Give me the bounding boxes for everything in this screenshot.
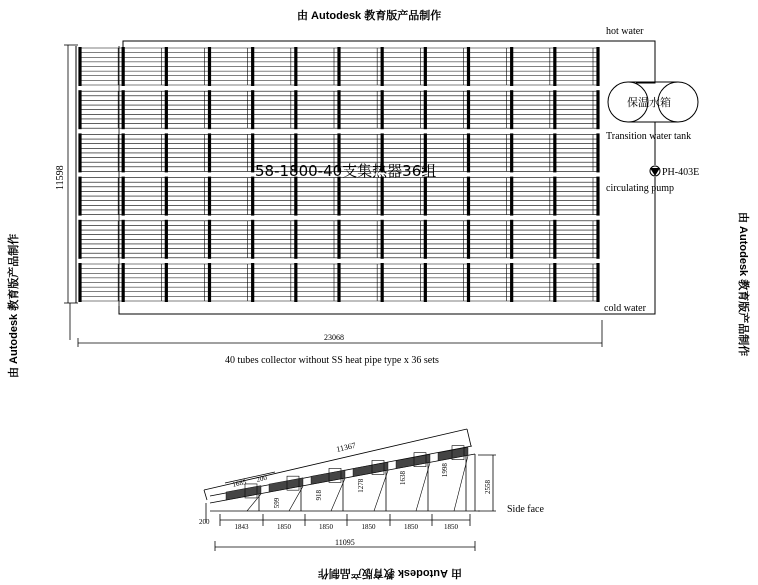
collector-header xyxy=(78,220,81,259)
collector-header xyxy=(510,90,513,129)
collector-header xyxy=(467,177,470,216)
collector-header xyxy=(78,133,81,172)
collector-header xyxy=(208,263,211,302)
spacing-label: 1850 xyxy=(444,523,458,531)
plan-caption: 40 tubes collector without SS heat pipe type x 36 sets xyxy=(225,355,439,366)
collector-header xyxy=(596,133,599,172)
cold-water-pipe xyxy=(119,177,655,314)
collector-header xyxy=(78,47,81,86)
collector-header xyxy=(467,133,470,172)
collector-header xyxy=(165,90,168,129)
collector-header xyxy=(251,133,254,172)
collector-header xyxy=(381,90,384,129)
collector-header xyxy=(381,177,384,216)
watermark-right: 由 Autodesk 教育版产品制作 xyxy=(737,212,749,357)
collector-header xyxy=(467,263,470,302)
collector-header xyxy=(596,220,599,259)
collector-row xyxy=(78,177,599,216)
hot-water-label: hot water xyxy=(606,26,644,37)
support-height-label: 1638 xyxy=(399,470,407,485)
collector-header xyxy=(251,263,254,302)
array-title: 58-1800-40支集热器36组 xyxy=(255,162,437,180)
collector-header xyxy=(510,263,513,302)
support-height-label: 599 xyxy=(273,497,281,509)
collector-header xyxy=(424,263,427,302)
collector-row xyxy=(78,263,599,302)
total-length-label: 11095 xyxy=(335,538,355,547)
collector-row xyxy=(78,47,599,86)
pump-icon xyxy=(650,166,660,176)
height-dim-label: 11598 xyxy=(55,165,66,190)
watermark-top: 由 Autodesk 教育版产品制作 xyxy=(297,10,442,22)
spacing-label: 1850 xyxy=(277,523,291,531)
collector-header xyxy=(78,263,81,302)
collector-header xyxy=(337,47,340,86)
collector-header xyxy=(122,133,125,172)
collector-header xyxy=(208,47,211,86)
watermark-left: 由 Autodesk 教育版产品制作 xyxy=(8,233,20,378)
collector-header xyxy=(467,47,470,86)
spacing-label: 1850 xyxy=(319,523,333,531)
collector-header xyxy=(165,177,168,216)
side-supports xyxy=(220,446,470,526)
collector-header xyxy=(381,263,384,302)
collector-header xyxy=(510,177,513,216)
collector-header xyxy=(165,133,168,172)
collector-header xyxy=(251,90,254,129)
collector-header xyxy=(78,177,81,216)
collector-header xyxy=(553,220,556,259)
collector-header xyxy=(424,220,427,259)
collector-row xyxy=(78,220,599,259)
collector-header xyxy=(424,47,427,86)
length-dim-label: 11367 xyxy=(335,440,357,454)
collector-header xyxy=(251,47,254,86)
collector-header xyxy=(337,177,340,216)
tank-caption: Transition water tank xyxy=(606,131,692,142)
collector-header xyxy=(122,220,125,259)
width-dim-label: 23068 xyxy=(324,333,344,342)
collector-header xyxy=(165,263,168,302)
collector-header xyxy=(424,90,427,129)
collector-header xyxy=(553,133,556,172)
support-height-label: 1278 xyxy=(357,478,365,493)
right-height-label: 2558 xyxy=(484,480,492,494)
collector-header xyxy=(294,47,297,86)
spacing-label: 1850 xyxy=(404,523,418,531)
collector-header xyxy=(553,263,556,302)
collector-header xyxy=(381,47,384,86)
collector-header xyxy=(294,263,297,302)
pump-model: PH-403E xyxy=(662,167,700,178)
support-height-label: 1998 xyxy=(441,463,449,478)
collector-header xyxy=(165,220,168,259)
collector-header xyxy=(337,90,340,129)
short-dim-label-1: 1685 xyxy=(231,478,248,489)
collector-header xyxy=(251,220,254,259)
collector-header xyxy=(467,90,470,129)
collector-header xyxy=(208,90,211,129)
watermark-bottom: 由 Autodesk 教育版产品制作 xyxy=(317,567,462,579)
collector-header xyxy=(122,177,125,216)
left-base-label: 200 xyxy=(199,518,210,526)
collector-header xyxy=(553,47,556,86)
collector-header xyxy=(381,220,384,259)
side-face-label: Side face xyxy=(507,504,544,515)
collector-header xyxy=(208,177,211,216)
collector-header xyxy=(208,220,211,259)
cold-water-label: cold water xyxy=(604,303,646,314)
pump-caption: circulating pump xyxy=(606,183,675,194)
collector-header xyxy=(596,90,599,129)
collector-header xyxy=(294,90,297,129)
collector-header xyxy=(165,47,168,86)
collector-header xyxy=(294,220,297,259)
collector-header xyxy=(78,90,81,129)
collector-header xyxy=(294,177,297,216)
collector-header xyxy=(467,220,470,259)
side-spacing-labels xyxy=(235,523,459,531)
collector-header xyxy=(553,90,556,129)
collector-header xyxy=(122,263,125,302)
collector-header xyxy=(510,47,513,86)
collector-header xyxy=(596,177,599,216)
collector-header xyxy=(596,47,599,86)
collector-header xyxy=(122,90,125,129)
spacing-label: 1850 xyxy=(361,523,376,531)
collector-header xyxy=(510,220,513,259)
collector-header xyxy=(596,263,599,302)
short-dim-label-2: 200 xyxy=(255,473,268,484)
collector-header xyxy=(208,133,211,172)
collector-header xyxy=(337,220,340,259)
collector-header xyxy=(122,47,125,86)
tank-label: 保温水箱 xyxy=(627,96,671,109)
collector-header xyxy=(553,177,556,216)
collector-header xyxy=(424,177,427,216)
collector-header xyxy=(337,263,340,302)
support-height-label: 918 xyxy=(315,489,323,501)
collector-row xyxy=(78,90,599,129)
collector-header xyxy=(251,177,254,216)
collector-header xyxy=(510,133,513,172)
spacing-label: 1843 xyxy=(234,523,249,531)
